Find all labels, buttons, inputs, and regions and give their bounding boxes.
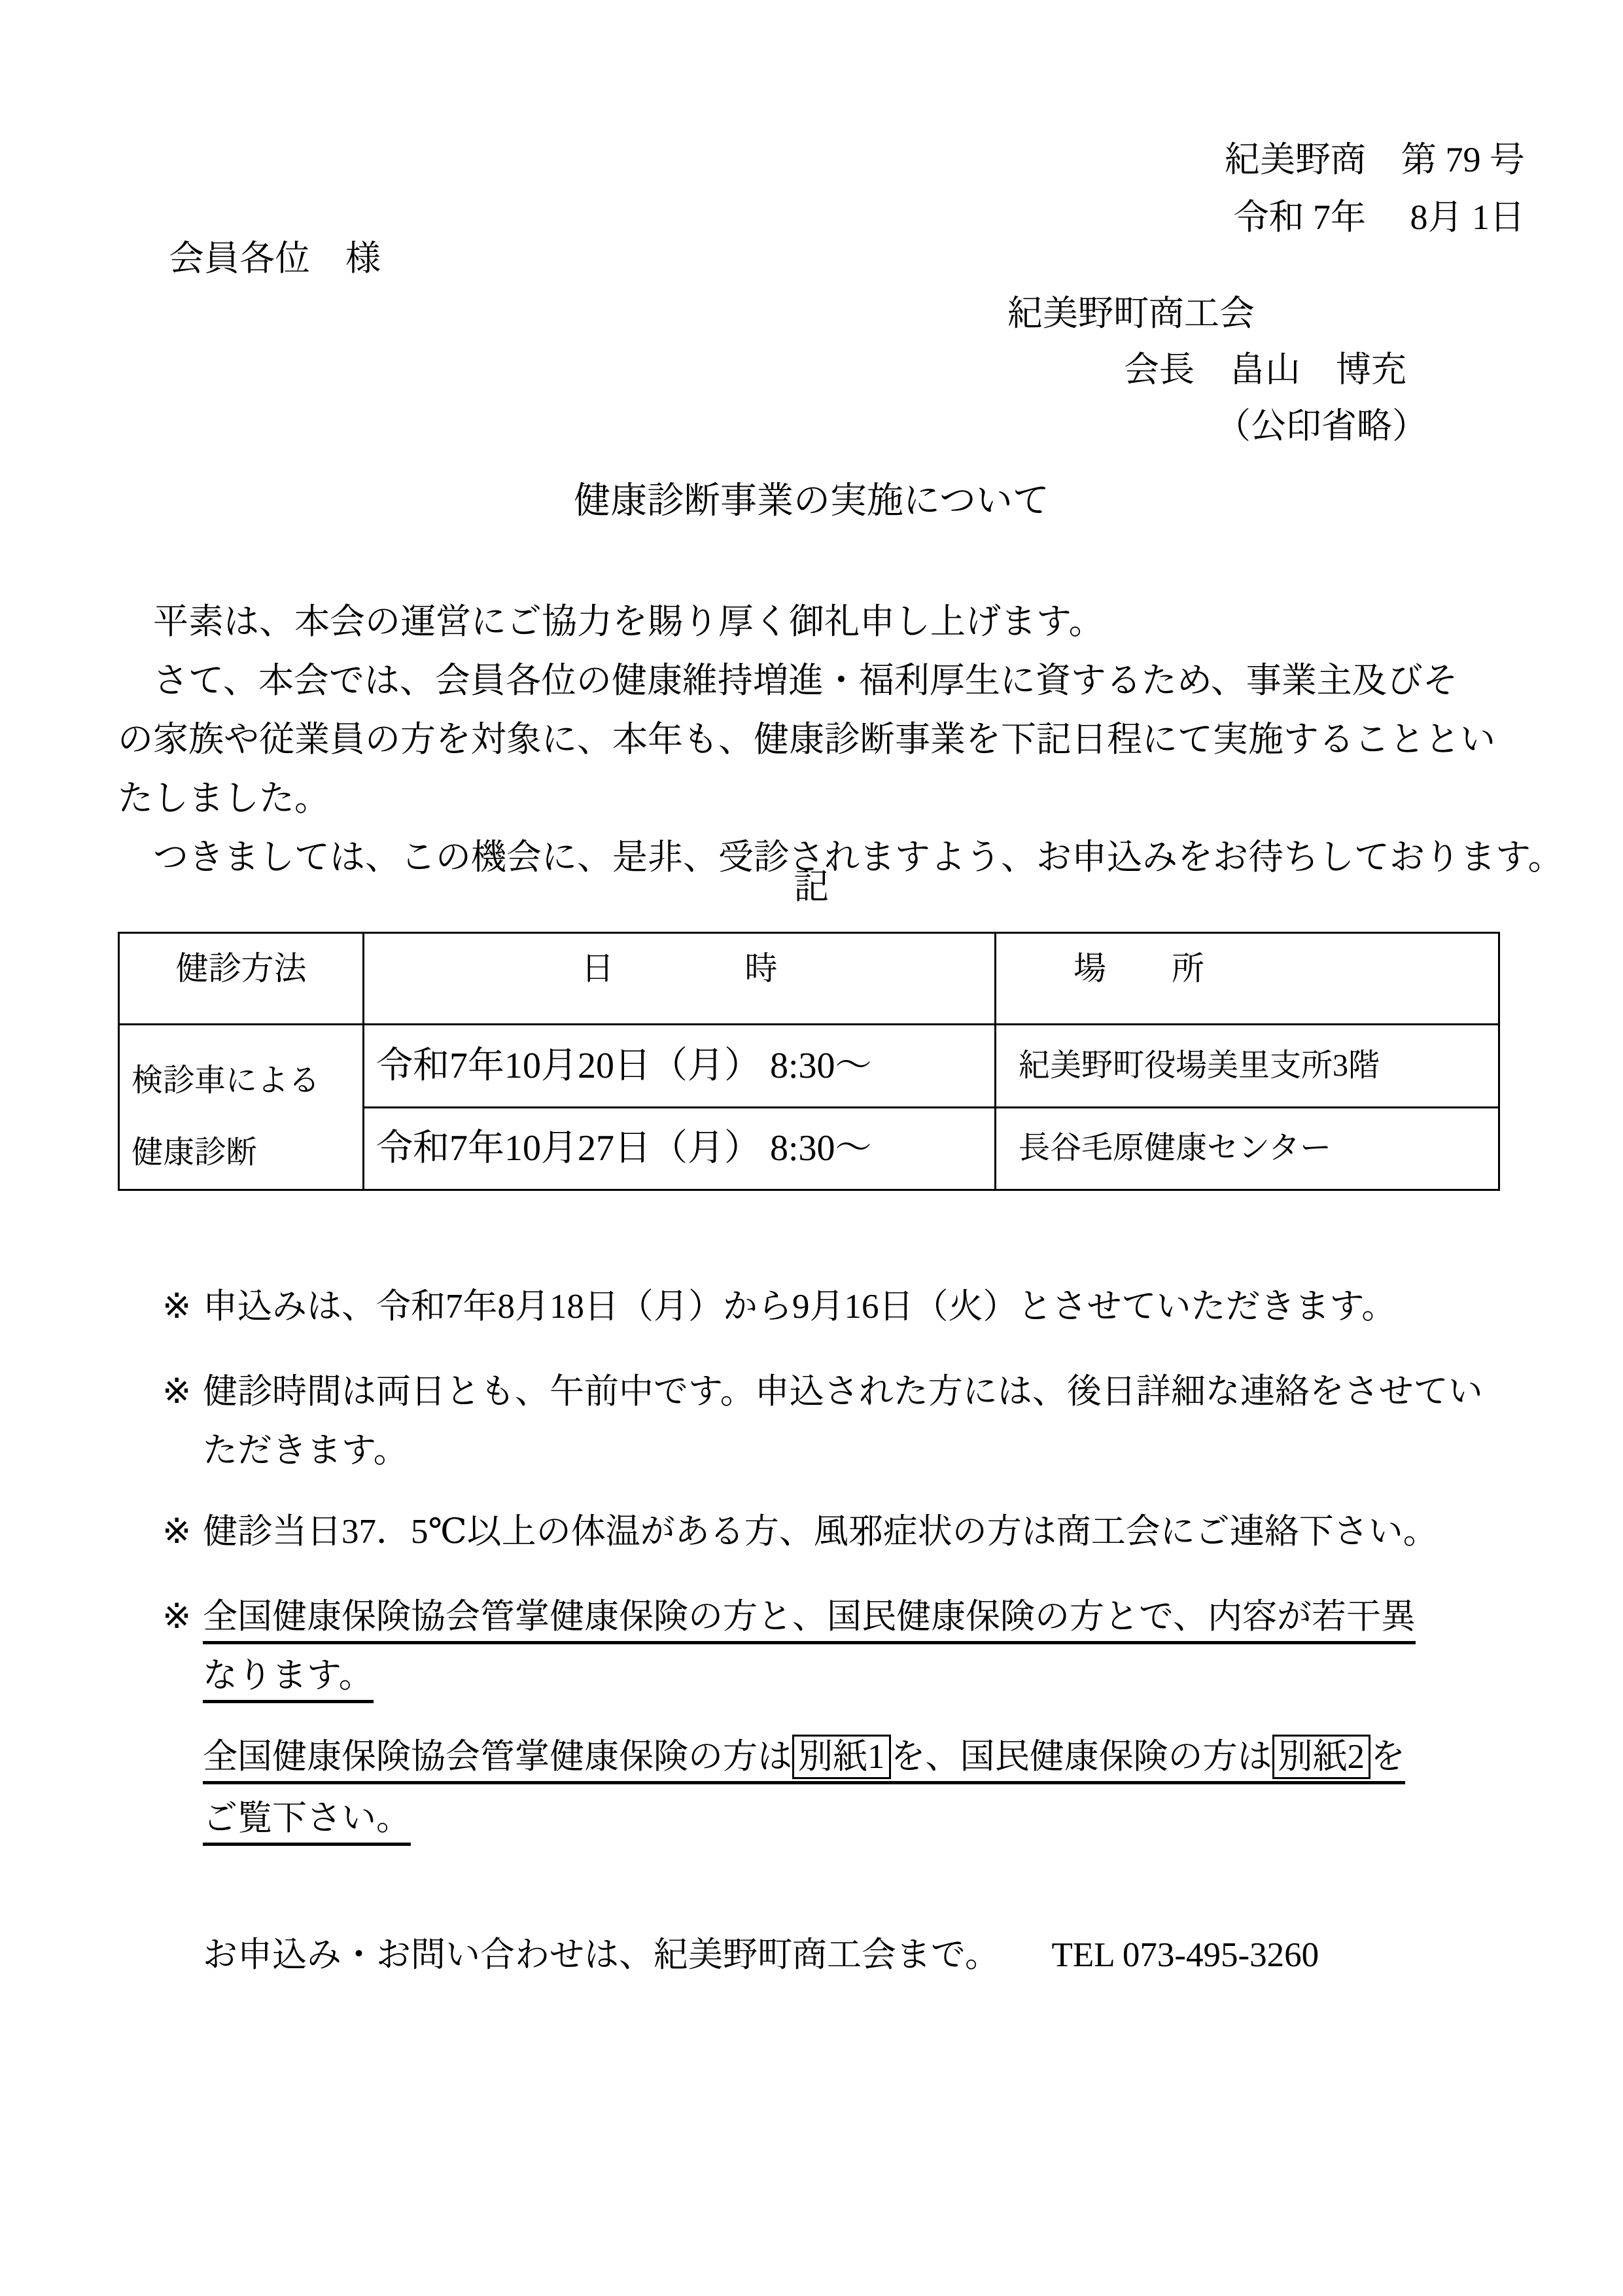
table-row xyxy=(119,1025,1499,1108)
ki-marker: 記 xyxy=(794,867,829,906)
contact-line: お申込み・お問い合わせは、紀美野町商工会まで。 TEL 073-495-3260 xyxy=(203,1936,1319,1974)
sender-organization: 紀美野町商工会 xyxy=(1007,294,1255,333)
attachment-2-reference: 別紙2 xyxy=(1272,1735,1371,1779)
seal-omitted-note: （公印省略） xyxy=(1215,406,1427,446)
reference-mark-icon: ※ xyxy=(162,1598,192,1636)
header-place: 場 所 xyxy=(996,933,1499,1025)
note-checkup-time xyxy=(162,1362,1483,1480)
reference-mark-icon: ※ xyxy=(162,1373,192,1411)
note-line: 健診当日37．5℃以上の体温がある方、風邪症状の方は商工会にご連絡下さい。 xyxy=(203,1513,1438,1551)
table-header-row xyxy=(119,933,1499,1025)
doc-meta-block xyxy=(1225,131,1525,246)
insurance-detail-paragraph xyxy=(203,1726,1405,1849)
header-datetime: 日 時 xyxy=(364,933,996,1025)
reference-mark-icon: ※ xyxy=(162,1513,192,1551)
method-cell xyxy=(119,1025,364,1190)
datetime-cell: 令和7年10月27日（月） 8:30～ xyxy=(364,1107,996,1190)
note-line: 健診時間は両日とも、午前中です。申込された方には、後日詳細な連絡をさせてい xyxy=(203,1373,1483,1411)
recipient-line: 会員各位 様 xyxy=(169,239,381,278)
note-line: なります。 xyxy=(203,1646,1416,1705)
note-line: 申込みは、令和7年8月18日（月）から9月16日（火）とさせていただきます。 xyxy=(203,1288,1397,1326)
method-line: 健康診断 xyxy=(131,1135,258,1170)
sender-chairman: 会長 畠山 博充 xyxy=(1124,350,1406,389)
note-insurance-difference xyxy=(162,1587,1416,1705)
body-line: たしました。 xyxy=(118,779,330,818)
attachment-1-reference: 別紙1 xyxy=(792,1735,891,1779)
note-fever-warning xyxy=(162,1502,1438,1561)
method-line: 検診車による xyxy=(131,1063,321,1098)
schedule-table xyxy=(118,932,1500,1191)
place-cell: 長谷毛原健康センター xyxy=(996,1107,1499,1190)
body-line: つきましては、この機会に、是非、受診されますよう、お申込みをお待ちしております。 xyxy=(118,838,1563,877)
doc-number: 紀美野商 第 79 号 xyxy=(1225,140,1525,179)
detail-segment: 全国健康保険協会管掌健康保険の方は xyxy=(203,1738,792,1776)
note-line: 全国健康保険協会管掌健康保険の方と、国民健康保険の方とで、内容が若干異 xyxy=(203,1587,1416,1646)
body-line: さて、本会では、会員各位の健康維持増進・福利厚生に資するため、事業主及びそ xyxy=(118,661,1458,700)
detail-segment: を xyxy=(1370,1738,1405,1776)
doc-date: 令和 7年 8月 1日 xyxy=(1233,198,1525,237)
detail-segment: を、国民健康保険の方は xyxy=(890,1738,1272,1776)
body-line: 平素は、本会の運営にご協力を賜り厚く御礼申し上げます。 xyxy=(118,602,1104,641)
insurance-detail-line xyxy=(203,1726,1405,1788)
document-title: 健康診断事業の実施について xyxy=(574,481,1049,521)
note-application-period xyxy=(162,1277,1396,1336)
body-line: の家族や従業員の方を対象に、本年も、健康診断事業を下記日程にて実施することとい xyxy=(118,720,1495,759)
note-line: ただきます。 xyxy=(203,1432,408,1470)
header-method: 健診方法 xyxy=(119,933,364,1025)
insurance-detail-line: ご覧下さい。 xyxy=(203,1788,1405,1849)
body-paragraph xyxy=(118,592,1563,887)
place-cell: 紀美野町役場美里支所3階 xyxy=(996,1025,1499,1108)
reference-mark-icon: ※ xyxy=(162,1288,192,1326)
datetime-cell: 令和7年10月20日（月） 8:30～ xyxy=(364,1025,996,1108)
